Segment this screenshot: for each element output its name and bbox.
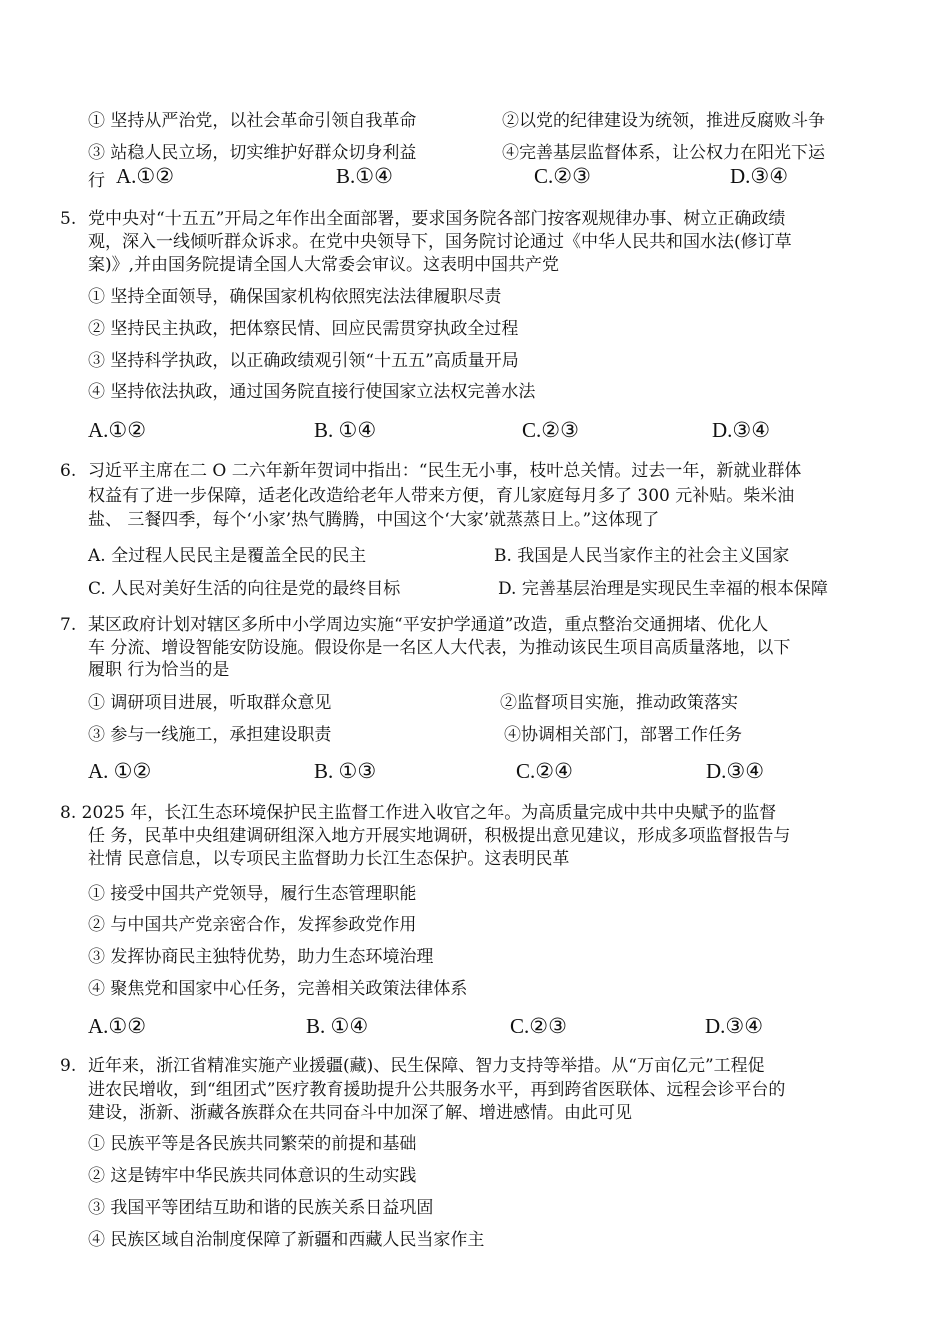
q7-option-d[interactable]: D.③④ [706, 759, 765, 783]
q6-option-a[interactable]: A. 全过程人民民主是覆盖全民的民主 [88, 546, 367, 566]
q9-statement-2: ② 这是铸牢中华民族共同体意识的生动实践 [88, 1166, 417, 1186]
q8-stem-line-2: 任 务，民革中央组建调研组深入地方开展实地调研，积极提出意见建议，形成多项监督报告与 [88, 826, 791, 846]
q4-option-c[interactable]: C.②③ [534, 164, 591, 188]
q7-number: 7. [60, 615, 77, 635]
q6-stem-line-2: 权益有了进一步保障，适老化改造给老年人带来方便，育儿家庭每月多了 300 元补贴。柴米油 [88, 486, 795, 506]
q7-stem-line-1: 某区政府计划对辖区多所中小学周边实施“平安护学通道”改造，重点整治交通拥堵、优化人 [88, 615, 769, 635]
q8-option-b[interactable]: B. ①④ [306, 1014, 369, 1038]
q4-statement-4: ④完善基层监督体系，让公权力在阳光下运 [502, 143, 825, 163]
q9-stem-line-2: 进农民增收，到“组团式”医疗教育援助提升公共服务水平，再到跨省医联体、远程会诊平台的 [88, 1080, 786, 1100]
q8-option-d[interactable]: D.③④ [705, 1014, 764, 1038]
q5-number: 5. [60, 209, 77, 229]
q7-statement-4: ④协调相关部门，部署工作任务 [504, 725, 742, 745]
q8-statement-4: ④ 聚焦党和国家中心任务，完善相关政策法律体系 [88, 979, 468, 999]
q4-option-a[interactable]: A.①② [116, 164, 175, 188]
q7-statement-3: ③ 参与一线施工，承担建设职责 [88, 725, 332, 745]
q4-statement-3: ③ 站稳人民立场，切实维护好群众切身利益 [88, 143, 417, 163]
q9-stem-line-1: 近年来，浙江省精准实施产业援疆(藏)、民生保障、智力支持等举措。从“万亩亿元”工程促 [88, 1056, 765, 1076]
q5-option-a[interactable]: A.①② [88, 418, 147, 442]
q5-stem-line-1: 党中央对“十五五”开局之年作出全面部署，要求国务院各部门按客观规律办事、树立正确政绩 [88, 209, 786, 229]
q8-option-a[interactable]: A.①② [88, 1014, 147, 1038]
q7-stem-line-2: 车 分流、增设智能安防设施。假设你是一名区人大代表，为推动该民生项目高质量落地，以下 [88, 638, 791, 658]
q4-statement-2: ②以党的纪律建设为统领，推进反腐败斗争 [502, 111, 825, 131]
q9-stem-line-3: 建设，浙新、浙藏各族群众在共同奋斗中加深了解、增进感情。由此可见 [88, 1103, 632, 1123]
q9-statement-3: ③ 我国平等团结互助和谐的民族关系日益巩固 [88, 1198, 434, 1218]
q6-stem-line-1: 习近平主席在二 O 二六年新年贺词中指出：“民生无小事，枝叶总关情。过去一年，新就业群体 [88, 461, 802, 481]
q7-option-b[interactable]: B. ①③ [314, 759, 377, 783]
q6-option-b[interactable]: B. 我国是人民当家作主的社会主义国家 [494, 546, 790, 566]
q5-statement-3: ③ 坚持科学执政，以正确政绩观引领“十五五”高质量开局 [88, 351, 519, 371]
q9-number: 9. [60, 1056, 77, 1076]
q5-option-b[interactable]: B. ①④ [314, 418, 377, 442]
q5-statement-1: ① 坚持全面领导，确保国家机构依照宪法法律履职尽责 [88, 287, 502, 307]
q7-option-c[interactable]: C.②④ [516, 759, 573, 783]
q8-option-c[interactable]: C.②③ [510, 1014, 567, 1038]
q9-statement-1: ① 民族平等是各民族共同繁荣的前提和基础 [88, 1134, 417, 1154]
q5-stem-line-3: 案)》,并由国务院提请全国人大常委会审议。这表明中国共产党 [88, 255, 560, 275]
q4-statement-1: ① 坚持从严治党，以社会革命引领自我革命 [88, 111, 417, 131]
q8-stem-line-1: 8. 2025 年，长江生态环境保护民主监督工作进入收官之年。为高质量完成中共中央赋予的监督 [60, 803, 777, 823]
q6-stem-line-3: 盐、 三餐四季，每个‘小家’热气腾腾，中国这个‘大家’就蒸蒸日上。”这体现了 [88, 510, 660, 530]
q5-statement-2: ② 坚持民主执政，把体察民情、回应民需贯穿执政全过程 [88, 319, 519, 339]
q5-statement-4: ④ 坚持依法执政，通过国务院直接行使国家立法权完善水法 [88, 382, 536, 402]
q7-stem-line-3: 履职 行为恰当的是 [88, 660, 230, 680]
q9-statement-4: ④ 民族区域自治制度保障了新疆和西藏人民当家作主 [88, 1230, 485, 1250]
q6-option-c[interactable]: C. 人民对美好生活的向往是党的最终目标 [88, 579, 401, 599]
q4-option-b[interactable]: B.①④ [336, 164, 393, 188]
q5-option-d[interactable]: D.③④ [712, 418, 771, 442]
q8-statement-3: ③ 发挥协商民主独特优势，助力生态环境治理 [88, 947, 434, 967]
q8-statement-1: ① 接受中国共产党领导，履行生态管理职能 [88, 884, 417, 904]
q8-stem-line-3: 社情 民意信息，以专项民主监督助力长江生态保护。这表明民革 [88, 849, 570, 869]
q8-statement-2: ② 与中国共产党亲密合作，发挥参政党作用 [88, 915, 417, 935]
q6-number: 6. [60, 461, 77, 481]
q4-option-d[interactable]: D.③④ [730, 164, 789, 188]
q7-statement-2: ②监督项目实施，推动政策落实 [500, 693, 738, 713]
q7-statement-1: ① 调研项目进展，听取群众意见 [88, 693, 332, 713]
q7-option-a[interactable]: A. ①② [88, 759, 152, 783]
q4-statement-4-cont: 行 [88, 171, 105, 191]
q5-option-c[interactable]: C.②③ [522, 418, 579, 442]
q6-option-d[interactable]: D. 完善基层治理是实现民生幸福的根本保障 [498, 579, 828, 599]
q5-stem-line-2: 观，深入一线倾听群众诉求。在党中央领导下，国务院讨论通过《中华人民共和国水法(修订草 [88, 232, 792, 252]
